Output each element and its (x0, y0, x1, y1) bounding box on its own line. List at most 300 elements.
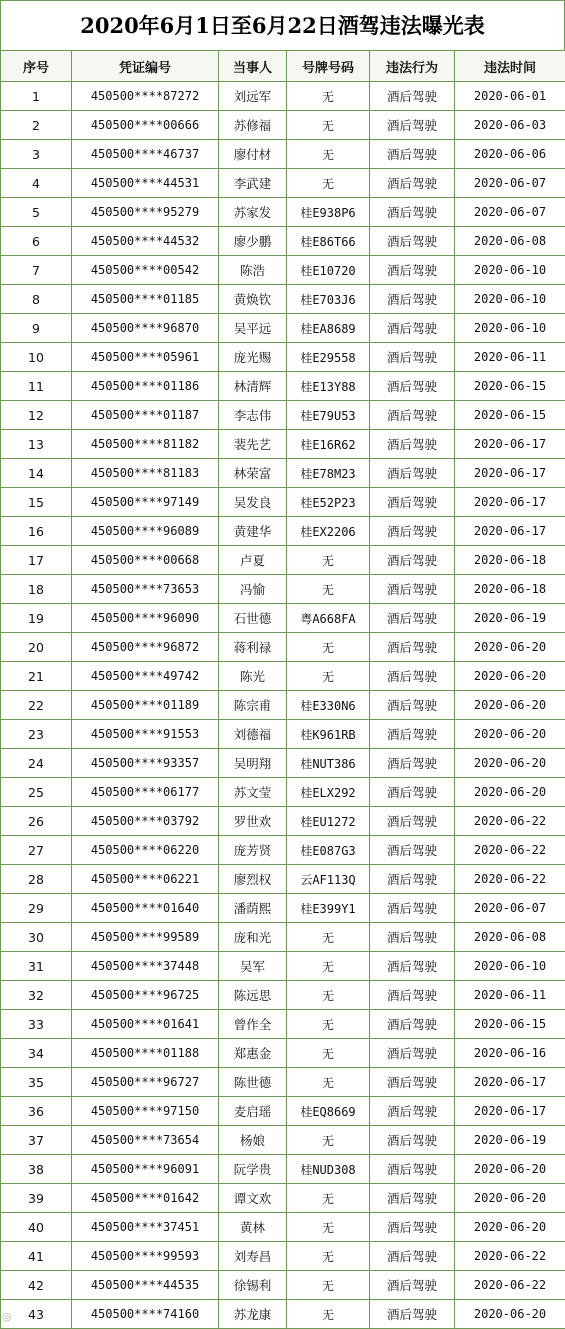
cell-violation-time: 2020-06-07 (455, 894, 565, 923)
cell-certificate-number: 450500****96090 (72, 604, 219, 633)
table-row (1, 1213, 565, 1242)
cell-serial-number: 34 (1, 1039, 72, 1068)
cell-serial-number: 27 (1, 836, 72, 865)
cell-party: 陈浩 (219, 256, 287, 285)
cell-serial-number: 37 (1, 1126, 72, 1155)
cell-plate-number: 无 (287, 923, 370, 952)
cell-violation-time: 2020-06-20 (455, 749, 565, 778)
table-row (1, 604, 565, 633)
cell-violation: 酒后驾驶 (370, 1126, 455, 1155)
cell-violation: 酒后驾驶 (370, 749, 455, 778)
cell-serial-number: 26 (1, 807, 72, 836)
cell-violation-time: 2020-06-11 (455, 981, 565, 1010)
cell-party: 刘德福 (219, 720, 287, 749)
header-plate-number: 号牌号码 (287, 51, 370, 82)
cell-violation: 酒后驾驶 (370, 1068, 455, 1097)
cell-certificate-number: 450500****81183 (72, 459, 219, 488)
cell-party: 罗世欢 (219, 807, 287, 836)
cell-violation: 酒后驾驶 (370, 894, 455, 923)
cell-plate-number: 桂NUD308 (287, 1155, 370, 1184)
page-title: 2020年6月1日至6月22日酒驾违法曝光表 (0, 0, 565, 50)
cell-violation: 酒后驾驶 (370, 1242, 455, 1271)
cell-party: 廖烈权 (219, 865, 287, 894)
table-row (1, 1068, 565, 1097)
table-body (1, 82, 565, 1329)
cell-certificate-number: 450500****97149 (72, 488, 219, 517)
cell-certificate-number: 450500****01188 (72, 1039, 219, 1068)
cell-serial-number: 9 (1, 314, 72, 343)
cell-certificate-number: 450500****01640 (72, 894, 219, 923)
table-row (1, 923, 565, 952)
table-row (1, 981, 565, 1010)
cell-certificate-number: 450500****44532 (72, 227, 219, 256)
table-row (1, 1126, 565, 1155)
cell-violation-time: 2020-06-17 (455, 1068, 565, 1097)
cell-violation-time: 2020-06-22 (455, 865, 565, 894)
table-row (1, 1242, 565, 1271)
cell-serial-number: 2 (1, 111, 72, 140)
cell-violation-time: 2020-06-22 (455, 807, 565, 836)
table-row (1, 256, 565, 285)
cell-violation: 酒后驾驶 (370, 459, 455, 488)
cell-certificate-number: 450500****96089 (72, 517, 219, 546)
cell-plate-number: 桂E087G3 (287, 836, 370, 865)
cell-certificate-number: 450500****00666 (72, 111, 219, 140)
cell-violation-time: 2020-06-17 (455, 459, 565, 488)
cell-party: 陈世德 (219, 1068, 287, 1097)
table-row (1, 314, 565, 343)
table-header-row (1, 51, 565, 82)
cell-violation: 酒后驾驶 (370, 865, 455, 894)
cell-plate-number: 桂E79U53 (287, 401, 370, 430)
cell-certificate-number: 450500****46737 (72, 140, 219, 169)
cell-serial-number: 19 (1, 604, 72, 633)
cell-violation: 酒后驾驶 (370, 285, 455, 314)
cell-serial-number: 18 (1, 575, 72, 604)
cell-violation: 酒后驾驶 (370, 169, 455, 198)
cell-party: 苏文莹 (219, 778, 287, 807)
cell-party: 刘寿昌 (219, 1242, 287, 1271)
cell-certificate-number: 450500****00542 (72, 256, 219, 285)
cell-party: 李武建 (219, 169, 287, 198)
cell-violation: 酒后驾驶 (370, 1213, 455, 1242)
cell-violation: 酒后驾驶 (370, 546, 455, 575)
cell-violation: 酒后驾驶 (370, 836, 455, 865)
cell-certificate-number: 450500****96091 (72, 1155, 219, 1184)
cell-plate-number: 无 (287, 1010, 370, 1039)
cell-party: 刘远军 (219, 82, 287, 111)
header-violation-time: 违法时间 (455, 51, 565, 82)
cell-plate-number: 无 (287, 546, 370, 575)
cell-violation: 酒后驾驶 (370, 401, 455, 430)
cell-certificate-number: 450500****01641 (72, 1010, 219, 1039)
cell-plate-number: 桂EX2206 (287, 517, 370, 546)
cell-violation-time: 2020-06-22 (455, 836, 565, 865)
cell-serial-number: 25 (1, 778, 72, 807)
table-row (1, 1300, 565, 1329)
cell-serial-number: 39 (1, 1184, 72, 1213)
cell-certificate-number: 450500****73654 (72, 1126, 219, 1155)
cell-violation-time: 2020-06-17 (455, 1097, 565, 1126)
cell-violation-time: 2020-06-01 (455, 82, 565, 111)
table-row (1, 1184, 565, 1213)
cell-violation: 酒后驾驶 (370, 604, 455, 633)
cell-party: 庞光赐 (219, 343, 287, 372)
cell-plate-number: 桂E16R62 (287, 430, 370, 459)
cell-violation-time: 2020-06-20 (455, 1213, 565, 1242)
cell-violation: 酒后驾驶 (370, 111, 455, 140)
cell-plate-number: 云AF113Q (287, 865, 370, 894)
cell-serial-number: 11 (1, 372, 72, 401)
cell-certificate-number: 450500****97150 (72, 1097, 219, 1126)
cell-serial-number: 12 (1, 401, 72, 430)
cell-serial-number: 8 (1, 285, 72, 314)
table-row (1, 952, 565, 981)
cell-plate-number: 桂E938P6 (287, 198, 370, 227)
cell-violation: 酒后驾驶 (370, 256, 455, 285)
table-row (1, 546, 565, 575)
cell-plate-number: 无 (287, 1300, 370, 1329)
cell-serial-number: 24 (1, 749, 72, 778)
cell-party: 蒋利禄 (219, 633, 287, 662)
cell-certificate-number: 450500****06221 (72, 865, 219, 894)
cell-certificate-number: 450500****01186 (72, 372, 219, 401)
cell-party: 苏龙康 (219, 1300, 287, 1329)
table-row (1, 1271, 565, 1300)
cell-plate-number: 桂E13Y88 (287, 372, 370, 401)
cell-violation: 酒后驾驶 (370, 198, 455, 227)
table-row (1, 633, 565, 662)
cell-certificate-number: 450500****73653 (72, 575, 219, 604)
cell-serial-number: 29 (1, 894, 72, 923)
cell-violation: 酒后驾驶 (370, 981, 455, 1010)
cell-violation-time: 2020-06-10 (455, 285, 565, 314)
cell-party: 廖少鹏 (219, 227, 287, 256)
cell-violation: 酒后驾驶 (370, 314, 455, 343)
cell-violation: 酒后驾驶 (370, 807, 455, 836)
cell-serial-number: 3 (1, 140, 72, 169)
cell-violation: 酒后驾驶 (370, 662, 455, 691)
cell-violation: 酒后驾驶 (370, 1039, 455, 1068)
cell-party: 吴发良 (219, 488, 287, 517)
cell-plate-number: 桂E10720 (287, 256, 370, 285)
cell-party: 吴明翔 (219, 749, 287, 778)
cell-party: 冯愉 (219, 575, 287, 604)
cell-violation-time: 2020-06-10 (455, 952, 565, 981)
cell-party: 杨娘 (219, 1126, 287, 1155)
cell-plate-number: 无 (287, 1039, 370, 1068)
cell-violation-time: 2020-06-19 (455, 604, 565, 633)
cell-serial-number: 17 (1, 546, 72, 575)
cell-party: 裴先艺 (219, 430, 287, 459)
cell-plate-number: 桂E86T66 (287, 227, 370, 256)
cell-violation: 酒后驾驶 (370, 691, 455, 720)
cell-party: 麦启瑶 (219, 1097, 287, 1126)
cell-violation-time: 2020-06-22 (455, 1242, 565, 1271)
cell-serial-number: 31 (1, 952, 72, 981)
header-certificate-number: 凭证编号 (72, 51, 219, 82)
cell-certificate-number: 450500****01189 (72, 691, 219, 720)
cell-plate-number: 桂E330N6 (287, 691, 370, 720)
cell-plate-number: 无 (287, 1271, 370, 1300)
violation-table (0, 50, 565, 1329)
cell-certificate-number: 450500****96725 (72, 981, 219, 1010)
header-serial-number: 序号 (1, 51, 72, 82)
cell-certificate-number: 450500****49742 (72, 662, 219, 691)
cell-plate-number: 无 (287, 140, 370, 169)
cell-plate-number: 无 (287, 169, 370, 198)
cell-certificate-number: 450500****96727 (72, 1068, 219, 1097)
cell-party: 谭文欢 (219, 1184, 287, 1213)
cell-serial-number: 22 (1, 691, 72, 720)
cell-party: 廖付材 (219, 140, 287, 169)
table-row (1, 1010, 565, 1039)
table-row (1, 575, 565, 604)
cell-serial-number: 36 (1, 1097, 72, 1126)
cell-violation: 酒后驾驶 (370, 778, 455, 807)
cell-violation: 酒后驾驶 (370, 517, 455, 546)
cell-plate-number: 无 (287, 633, 370, 662)
cell-violation-time: 2020-06-17 (455, 488, 565, 517)
cell-violation-time: 2020-06-07 (455, 198, 565, 227)
table-row (1, 111, 565, 140)
cell-certificate-number: 450500****74160 (72, 1300, 219, 1329)
cell-serial-number: 35 (1, 1068, 72, 1097)
table-row (1, 140, 565, 169)
cell-certificate-number: 450500****95279 (72, 198, 219, 227)
cell-violation-time: 2020-06-17 (455, 430, 565, 459)
cell-violation: 酒后驾驶 (370, 343, 455, 372)
cell-party: 黄焕钦 (219, 285, 287, 314)
cell-certificate-number: 450500****06177 (72, 778, 219, 807)
cell-party: 徐锡利 (219, 1271, 287, 1300)
table-row (1, 169, 565, 198)
cell-plate-number: 无 (287, 952, 370, 981)
cell-serial-number: 13 (1, 430, 72, 459)
cell-plate-number: 无 (287, 1242, 370, 1271)
cell-certificate-number: 450500****37451 (72, 1213, 219, 1242)
cell-serial-number: 43 (1, 1300, 72, 1329)
cell-violation-time: 2020-06-10 (455, 314, 565, 343)
cell-violation-time: 2020-06-08 (455, 227, 565, 256)
cell-violation-time: 2020-06-15 (455, 372, 565, 401)
cell-serial-number: 1 (1, 82, 72, 111)
cell-violation-time: 2020-06-03 (455, 111, 565, 140)
cell-certificate-number: 450500****37448 (72, 952, 219, 981)
cell-plate-number: 桂EU1272 (287, 807, 370, 836)
table-row (1, 517, 565, 546)
cell-violation-time: 2020-06-20 (455, 1300, 565, 1329)
cell-violation: 酒后驾驶 (370, 1271, 455, 1300)
table-row (1, 1155, 565, 1184)
table-row (1, 198, 565, 227)
cell-violation-time: 2020-06-16 (455, 1039, 565, 1068)
cell-plate-number: 桂E52P23 (287, 488, 370, 517)
cell-violation-time: 2020-06-20 (455, 778, 565, 807)
cell-violation: 酒后驾驶 (370, 227, 455, 256)
cell-party: 陈远思 (219, 981, 287, 1010)
cell-violation: 酒后驾驶 (370, 430, 455, 459)
table-row (1, 401, 565, 430)
cell-violation-time: 2020-06-20 (455, 662, 565, 691)
cell-certificate-number: 450500****96872 (72, 633, 219, 662)
cell-party: 林荣富 (219, 459, 287, 488)
cell-violation: 酒后驾驶 (370, 1155, 455, 1184)
cell-violation-time: 2020-06-15 (455, 1010, 565, 1039)
cell-violation: 酒后驾驶 (370, 372, 455, 401)
cell-plate-number: 桂E29558 (287, 343, 370, 372)
cell-plate-number: 无 (287, 981, 370, 1010)
cell-certificate-number: 450500****05961 (72, 343, 219, 372)
cell-violation: 酒后驾驶 (370, 633, 455, 662)
cell-violation-time: 2020-06-17 (455, 517, 565, 546)
cell-serial-number: 4 (1, 169, 72, 198)
cell-party: 苏家发 (219, 198, 287, 227)
cell-party: 郑惠金 (219, 1039, 287, 1068)
cell-serial-number: 41 (1, 1242, 72, 1271)
table-row (1, 836, 565, 865)
watermark-logo: ◎ (2, 1310, 12, 1323)
cell-violation-time: 2020-06-20 (455, 1155, 565, 1184)
cell-party: 卢夏 (219, 546, 287, 575)
table-row (1, 778, 565, 807)
cell-party: 陈宗甫 (219, 691, 287, 720)
header-party: 当事人 (219, 51, 287, 82)
cell-party: 庞和光 (219, 923, 287, 952)
cell-party: 黄建华 (219, 517, 287, 546)
cell-plate-number: 桂E78M23 (287, 459, 370, 488)
cell-certificate-number: 450500****81182 (72, 430, 219, 459)
cell-violation: 酒后驾驶 (370, 140, 455, 169)
cell-party: 吴军 (219, 952, 287, 981)
cell-violation-time: 2020-06-11 (455, 343, 565, 372)
table-row (1, 691, 565, 720)
cell-plate-number: 无 (287, 662, 370, 691)
cell-violation: 酒后驾驶 (370, 488, 455, 517)
cell-party: 曾作全 (219, 1010, 287, 1039)
cell-certificate-number: 450500****87272 (72, 82, 219, 111)
cell-violation: 酒后驾驶 (370, 1300, 455, 1329)
table-row (1, 749, 565, 778)
cell-violation-time: 2020-06-08 (455, 923, 565, 952)
cell-violation: 酒后驾驶 (370, 1097, 455, 1126)
cell-plate-number: 粤A668FA (287, 604, 370, 633)
cell-violation-time: 2020-06-20 (455, 691, 565, 720)
cell-violation: 酒后驾驶 (370, 720, 455, 749)
cell-violation-time: 2020-06-20 (455, 1184, 565, 1213)
cell-plate-number: 无 (287, 1126, 370, 1155)
table-row (1, 343, 565, 372)
header-violation: 违法行为 (370, 51, 455, 82)
cell-plate-number: 桂EQ8669 (287, 1097, 370, 1126)
cell-plate-number: 桂E399Y1 (287, 894, 370, 923)
cell-certificate-number: 450500****96870 (72, 314, 219, 343)
cell-certificate-number: 450500****44531 (72, 169, 219, 198)
cell-plate-number: 桂NUT386 (287, 749, 370, 778)
table-row (1, 894, 565, 923)
cell-plate-number: 无 (287, 82, 370, 111)
cell-serial-number: 21 (1, 662, 72, 691)
cell-certificate-number: 450500****01185 (72, 285, 219, 314)
cell-plate-number: 桂K961RB (287, 720, 370, 749)
cell-serial-number: 32 (1, 981, 72, 1010)
cell-serial-number: 5 (1, 198, 72, 227)
table-row (1, 662, 565, 691)
cell-violation: 酒后驾驶 (370, 952, 455, 981)
cell-certificate-number: 450500****99593 (72, 1242, 219, 1271)
cell-violation: 酒后驾驶 (370, 923, 455, 952)
cell-serial-number: 16 (1, 517, 72, 546)
cell-serial-number: 10 (1, 343, 72, 372)
cell-party: 苏修福 (219, 111, 287, 140)
cell-party: 黄林 (219, 1213, 287, 1242)
cell-violation-time: 2020-06-20 (455, 633, 565, 662)
cell-plate-number: 无 (287, 111, 370, 140)
cell-plate-number: 无 (287, 1213, 370, 1242)
table-row (1, 1097, 565, 1126)
cell-violation-time: 2020-06-18 (455, 546, 565, 575)
cell-violation-time: 2020-06-22 (455, 1271, 565, 1300)
cell-serial-number: 42 (1, 1271, 72, 1300)
cell-certificate-number: 450500****99589 (72, 923, 219, 952)
cell-violation-time: 2020-06-10 (455, 256, 565, 285)
cell-plate-number: 桂EA8689 (287, 314, 370, 343)
table-row (1, 227, 565, 256)
table-row (1, 82, 565, 111)
cell-violation-time: 2020-06-06 (455, 140, 565, 169)
cell-serial-number: 28 (1, 865, 72, 894)
cell-party: 石世德 (219, 604, 287, 633)
cell-plate-number: 无 (287, 1068, 370, 1097)
cell-serial-number: 7 (1, 256, 72, 285)
table-row (1, 285, 565, 314)
cell-party: 潘荫熙 (219, 894, 287, 923)
cell-certificate-number: 450500****06220 (72, 836, 219, 865)
cell-plate-number: 桂ELX292 (287, 778, 370, 807)
cell-party: 阮学贵 (219, 1155, 287, 1184)
cell-party: 庞芳贤 (219, 836, 287, 865)
cell-certificate-number: 450500****44535 (72, 1271, 219, 1300)
cell-serial-number: 15 (1, 488, 72, 517)
cell-serial-number: 23 (1, 720, 72, 749)
cell-violation-time: 2020-06-15 (455, 401, 565, 430)
cell-certificate-number: 450500****03792 (72, 807, 219, 836)
table-row (1, 720, 565, 749)
cell-plate-number: 无 (287, 575, 370, 604)
cell-certificate-number: 450500****00668 (72, 546, 219, 575)
cell-violation: 酒后驾驶 (370, 1010, 455, 1039)
cell-violation-time: 2020-06-20 (455, 720, 565, 749)
cell-party: 林清辉 (219, 372, 287, 401)
cell-violation: 酒后驾驶 (370, 82, 455, 111)
cell-violation-time: 2020-06-07 (455, 169, 565, 198)
cell-violation: 酒后驾驶 (370, 1184, 455, 1213)
cell-serial-number: 38 (1, 1155, 72, 1184)
table-row (1, 430, 565, 459)
cell-serial-number: 6 (1, 227, 72, 256)
table-row (1, 865, 565, 894)
cell-serial-number: 33 (1, 1010, 72, 1039)
cell-certificate-number: 450500****01187 (72, 401, 219, 430)
cell-serial-number: 20 (1, 633, 72, 662)
table-row (1, 459, 565, 488)
cell-certificate-number: 450500****01642 (72, 1184, 219, 1213)
cell-violation: 酒后驾驶 (370, 575, 455, 604)
cell-certificate-number: 450500****91553 (72, 720, 219, 749)
cell-serial-number: 14 (1, 459, 72, 488)
table-row (1, 372, 565, 401)
cell-serial-number: 40 (1, 1213, 72, 1242)
